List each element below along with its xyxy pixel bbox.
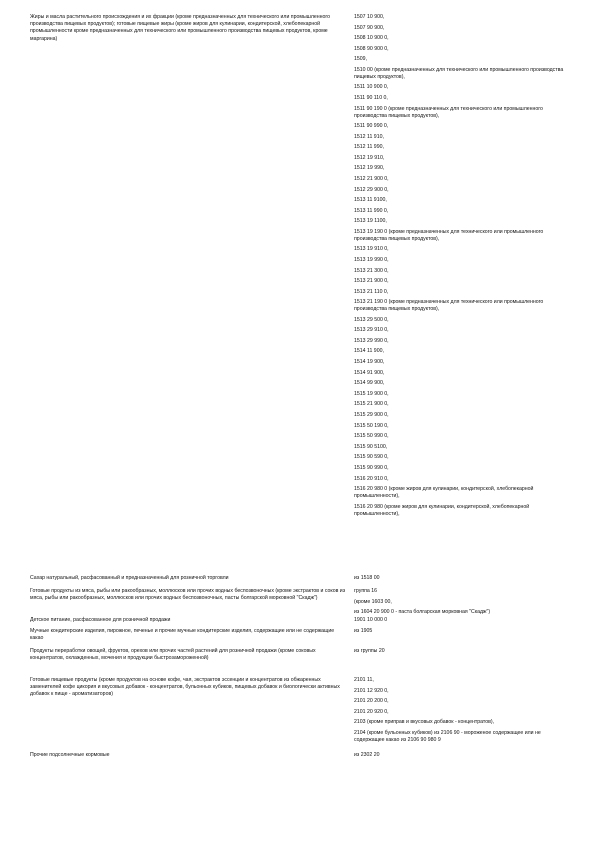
- product-description: Прочие подсолнечные кормовые: [30, 752, 110, 758]
- code-list: [354, 575, 564, 586]
- tn-ved-code: 1511 90 190 0 (кроме предназначенных для технического или промышленного производства пищевых продуктов),: [354, 105, 543, 119]
- tn-ved-code: 1513 29 500 0,: [354, 316, 389, 323]
- tn-ved-code: 1513 19 1100,: [354, 218, 387, 225]
- tn-ved-code: 1516 20 980 0 (кроме жиров для кулинарии, кондитерской, хлебопекарной промышленности),: [354, 486, 534, 500]
- tn-ved-code: 1507 10 900,: [354, 14, 385, 20]
- tn-ved-code: 1513 11 9100,: [354, 197, 387, 204]
- tn-ved-code: (кроме 1603 00,: [354, 598, 392, 605]
- tn-ved-code: 1511 10 900 0,: [354, 84, 389, 91]
- tn-ved-code: 1513 11 990 0,: [354, 207, 389, 214]
- product-description: Сахар натуральный, расфасованный и предназначенный для розничной торговли: [30, 575, 229, 581]
- tn-ved-code: 1515 50 990 0,: [354, 433, 389, 440]
- tn-ved-code: 1512 29 900 0,: [354, 186, 389, 193]
- tn-ved-code: 1516 20 910 0,: [354, 475, 389, 482]
- tn-ved-code: 1512 19 910,: [354, 154, 385, 161]
- tn-ved-code: 2101 11,: [354, 677, 374, 683]
- product-description: Готовые пищевые продукты (кроме продуктов на основе кофе, чая, экстрактов эссенции и концентратов из обжаренных заменителей кофе цикория и вкусовых добавок - концентратов, бульонных кубиков, пищевых добавок и биологически активных добавок к пище - ароматизаторов): [30, 677, 340, 698]
- code-list: [354, 752, 564, 763]
- tn-ved-code: группа 16: [354, 588, 378, 594]
- code-list: [354, 14, 564, 521]
- code-list: [354, 588, 564, 619]
- tn-ved-code: 1515 90 990 0,: [354, 465, 389, 471]
- product-description: Продукты переработки овощей, фруктов, орехов или прочих частей растений для розничной продажи (кроме соковых концентратов, охлажденных, мочения и продукции быстрозамороженной): [30, 648, 316, 662]
- tn-ved-code: 1514 99 900,: [354, 380, 385, 387]
- tn-ved-code: 1513 21 110 0,: [354, 288, 389, 295]
- tn-ved-code: 1513 19 190 0 (кроме предназначенных для технического или промышленного производства пищевых продуктов),: [354, 228, 544, 243]
- tn-ved-code: 2101 20 200 0,: [354, 698, 389, 705]
- tn-ved-code: 1511 90 110 0,: [354, 94, 388, 101]
- tn-ved-code: 1512 19 990,: [354, 165, 385, 172]
- tn-ved-code: 2101 20 920 0,: [354, 708, 389, 715]
- tn-ved-code: 2101 12 920 0,: [354, 687, 389, 694]
- tn-ved-code: 1513 29 990 0,: [354, 337, 389, 344]
- tn-ved-code: 1507 90 900,: [354, 24, 385, 31]
- tn-ved-code: 1512 21 900 0,: [354, 175, 389, 182]
- tn-ved-code: 1509,: [354, 56, 367, 63]
- tn-ved-code: 1512 11 990,: [354, 144, 384, 151]
- tn-ved-code: из 1604 20 900 0 - паста болгарская морковная "Скадж"): [354, 609, 491, 616]
- tn-ved-code: 1901 10 000 0: [354, 617, 388, 623]
- tn-ved-code: из 1518 00: [354, 575, 380, 581]
- tn-ved-code: из группы 20: [354, 648, 385, 654]
- code-list: [354, 617, 564, 628]
- tn-ved-code: 1508 90 900 0,: [354, 45, 389, 52]
- code-list: [354, 628, 564, 639]
- tn-ved-code: 1513 21 900 0,: [354, 278, 389, 285]
- code-list: [354, 677, 564, 747]
- tn-ved-code: 1515 50 190 0,: [354, 422, 389, 429]
- tn-ved-code: 1513 19 910 0,: [354, 246, 389, 253]
- tn-ved-code: 1513 21 300 0,: [354, 267, 389, 274]
- tn-ved-code: 1514 91 900,: [354, 369, 385, 376]
- product-description: Готовые продукты из мяса, рыбы или ракообразных, моллюсков или прочих водных беспозвоночных (кроме экстрактов и соков из мяса, рыбы или ракообразных, моллюсков или прочих водных беспозвоночных, пасты болгарской морковной "Скадж"): [30, 588, 346, 602]
- tn-ved-code: 1514 11 900,: [354, 348, 384, 355]
- tn-ved-code: 1515 21 900 0,: [354, 401, 389, 408]
- tn-ved-code: 1515 19 900 0,: [354, 390, 389, 397]
- tn-ved-code: из 2302 20: [354, 752, 380, 758]
- tn-ved-code: 1511 90 990 0,: [354, 122, 389, 129]
- tn-ved-code: 1516 20 980 (кроме жиров для кулинарии, кондитерской, хлебопекарной промышленности),: [354, 503, 530, 517]
- tn-ved-code: из 1905: [354, 628, 373, 634]
- tn-ved-code: 1508 10 900 0,: [354, 35, 389, 42]
- code-list: [354, 648, 564, 659]
- tn-ved-code: 1514 19 900,: [354, 359, 385, 366]
- tn-ved-code: 2103 (кроме приправ и вкусовых добавок - концентратов),: [354, 719, 495, 726]
- tn-ved-code: 1515 90 5100,: [354, 443, 388, 450]
- tn-ved-code: 1513 21 190 0 (кроме предназначенных для технического или промышленного производства пищевых продуктов),: [354, 299, 544, 313]
- product-description: Детское питание, расфасованное для розничной продажи: [30, 617, 171, 623]
- tn-ved-code: 1515 90 590 0,: [354, 454, 389, 461]
- tn-ved-code: 1512 11 910,: [354, 133, 384, 140]
- tn-ved-code: 1510 00 (кроме предназначенных для технического или промышленного производства пищевых продуктов),: [354, 66, 564, 81]
- tn-ved-code: 1515 29 900 0,: [354, 412, 389, 419]
- product-description: Мучные кондитерские изделия, пирожное, печенье и прочие мучные кондитерские изделия, содержащие или не содержащие какао: [30, 628, 335, 642]
- product-description: Жиры и масла растительного происхождения и их фракции (кроме предназначенных для технического или промышленного производства пищевых продуктов); готовые пищевые жиры (кроме жиров для кулинарии, кондитерской, хлебопекарной промышленности кроме предназначенных для технического или промышленного производства пищевых продуктов, кроме маргарина): [30, 14, 331, 42]
- tn-ved-code: 1513 19 990 0,: [354, 256, 389, 263]
- tn-ved-code: 1513 29 910 0,: [354, 327, 389, 334]
- tn-ved-code: 2104 (кроме бульонных кубиков) из 2106 90 - мороженое содержащее или не содержащее какао из 2106 90 980 9: [354, 729, 541, 743]
